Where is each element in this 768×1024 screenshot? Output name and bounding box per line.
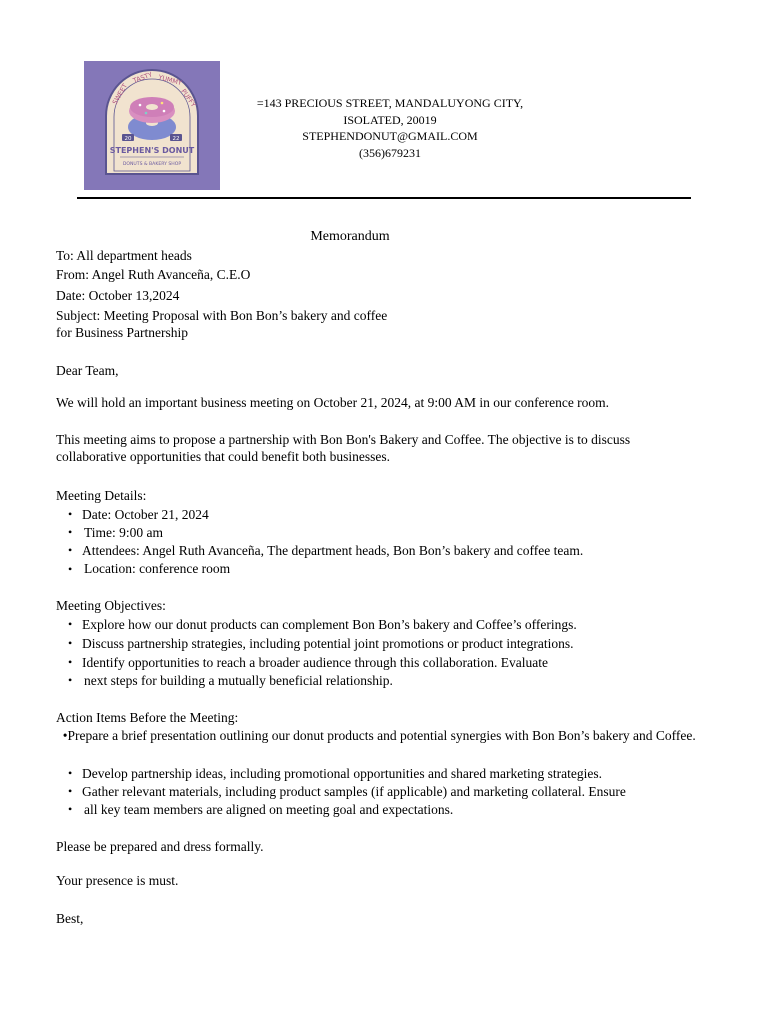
meeting-details-heading: Meeting Details: bbox=[56, 488, 147, 503]
objective-item: Explore how our donut products can complement Bon Bon’s bakery and Coffee’s offerings. bbox=[82, 617, 577, 632]
header-divider bbox=[77, 197, 691, 199]
memo-to: To: All department heads bbox=[56, 248, 192, 263]
bullet-icon: • bbox=[68, 655, 73, 669]
company-email: STEPHENDONUT@GMAIL.COM bbox=[302, 129, 478, 143]
address-line-2: ISOLATED, 20019 bbox=[343, 112, 437, 127]
bullet-icon: • bbox=[68, 562, 73, 576]
svg-text:20: 20 bbox=[124, 136, 132, 142]
action-item: all key team members are aligned on meeting goal and expectations. bbox=[84, 802, 454, 817]
closing-presence: Your presence is must. bbox=[56, 873, 179, 888]
signoff: Best, bbox=[56, 911, 84, 926]
svg-text:PUFFY: PUFFY bbox=[179, 87, 198, 109]
greeting: Dear Team, bbox=[56, 363, 119, 378]
detail-attendees: Attendees: Angel Ruth Avanceña, The department heads, Bon Bon’s bakery and coffee team. bbox=[82, 543, 584, 558]
objective-item: Identify opportunities to reach a broader audience through this collaboration. Evaluate bbox=[82, 655, 548, 670]
bullet-icon: • bbox=[68, 766, 73, 780]
bullet-icon: • bbox=[68, 802, 73, 816]
memo-date: Date: October 13,2024 bbox=[56, 288, 180, 303]
action-item: Gather relevant materials, including product samples (if applicable) and marketing collateral. Ensure bbox=[82, 784, 626, 799]
memo-subject-line-2: for Business Partnership bbox=[56, 325, 188, 340]
paragraph-meeting-announcement: We will hold an important business meeting on October 21, 2024, at 9:00 AM in our conference room. bbox=[56, 395, 610, 410]
svg-text:22: 22 bbox=[172, 136, 180, 142]
detail-time: Time: 9:00 am bbox=[84, 525, 164, 540]
objective-item: Discuss partnership strategies, including potential joint promotions or product integrations. bbox=[82, 636, 574, 651]
action-items-heading: Action Items Before the Meeting: bbox=[56, 710, 239, 725]
svg-text:DONUTS & BAKERY SHOP: DONUTS & BAKERY SHOP bbox=[122, 162, 182, 167]
memo-subject-line-1: Subject: Meeting Proposal with Bon Bon’s bakery and coffee bbox=[56, 308, 388, 323]
bullet-icon: • bbox=[68, 525, 73, 539]
company-phone: (356)679231 bbox=[359, 145, 421, 160]
svg-text:SWEET: SWEET bbox=[110, 82, 130, 106]
stephens-donut-logo bbox=[84, 61, 220, 190]
bullet-icon: • bbox=[68, 507, 73, 521]
svg-text:TASTY: TASTY bbox=[131, 70, 154, 85]
svg-text:STEPHEN'S DONUT: STEPHEN'S DONUT bbox=[109, 146, 195, 155]
meeting-objectives-heading: Meeting Objectives: bbox=[56, 598, 166, 613]
address-line-1: =143 PRECIOUS STREET, MANDALUYONG CITY, bbox=[256, 96, 524, 110]
svg-text:YUMMY: YUMMY bbox=[157, 73, 183, 88]
company-address bbox=[240, 95, 540, 161]
action-item-presentation: •Prepare a brief presentation outlining our donut products and potential synergies with Bon Bon’s bakery and Coffee. bbox=[56, 728, 696, 743]
memo-title: Memorandum bbox=[310, 229, 390, 244]
bullet-icon: • bbox=[68, 673, 73, 687]
bullet-icon: • bbox=[68, 543, 73, 557]
action-item: Develop partnership ideas, including promotional opportunities and shared marketing strategies. bbox=[82, 766, 602, 781]
paragraph-meeting-purpose: This meeting aims to propose a partnership with Bon Bon's Bakery and Coffee. The objective is to discuss collaborative opportunities that could benefit both businesses. bbox=[56, 432, 631, 464]
detail-date: Date: October 21, 2024 bbox=[82, 507, 209, 522]
bullet-icon: • bbox=[68, 636, 73, 650]
detail-location: Location: conference room bbox=[84, 561, 231, 576]
objective-item: next steps for building a mutually beneficial relationship. bbox=[84, 673, 393, 688]
bullet-icon: • bbox=[68, 784, 73, 798]
memo-from: From: Angel Ruth Avanceña, C.E.O bbox=[56, 267, 251, 282]
closing-dress-code: Please be prepared and dress formally. bbox=[56, 839, 264, 854]
bullet-icon: • bbox=[68, 617, 73, 631]
